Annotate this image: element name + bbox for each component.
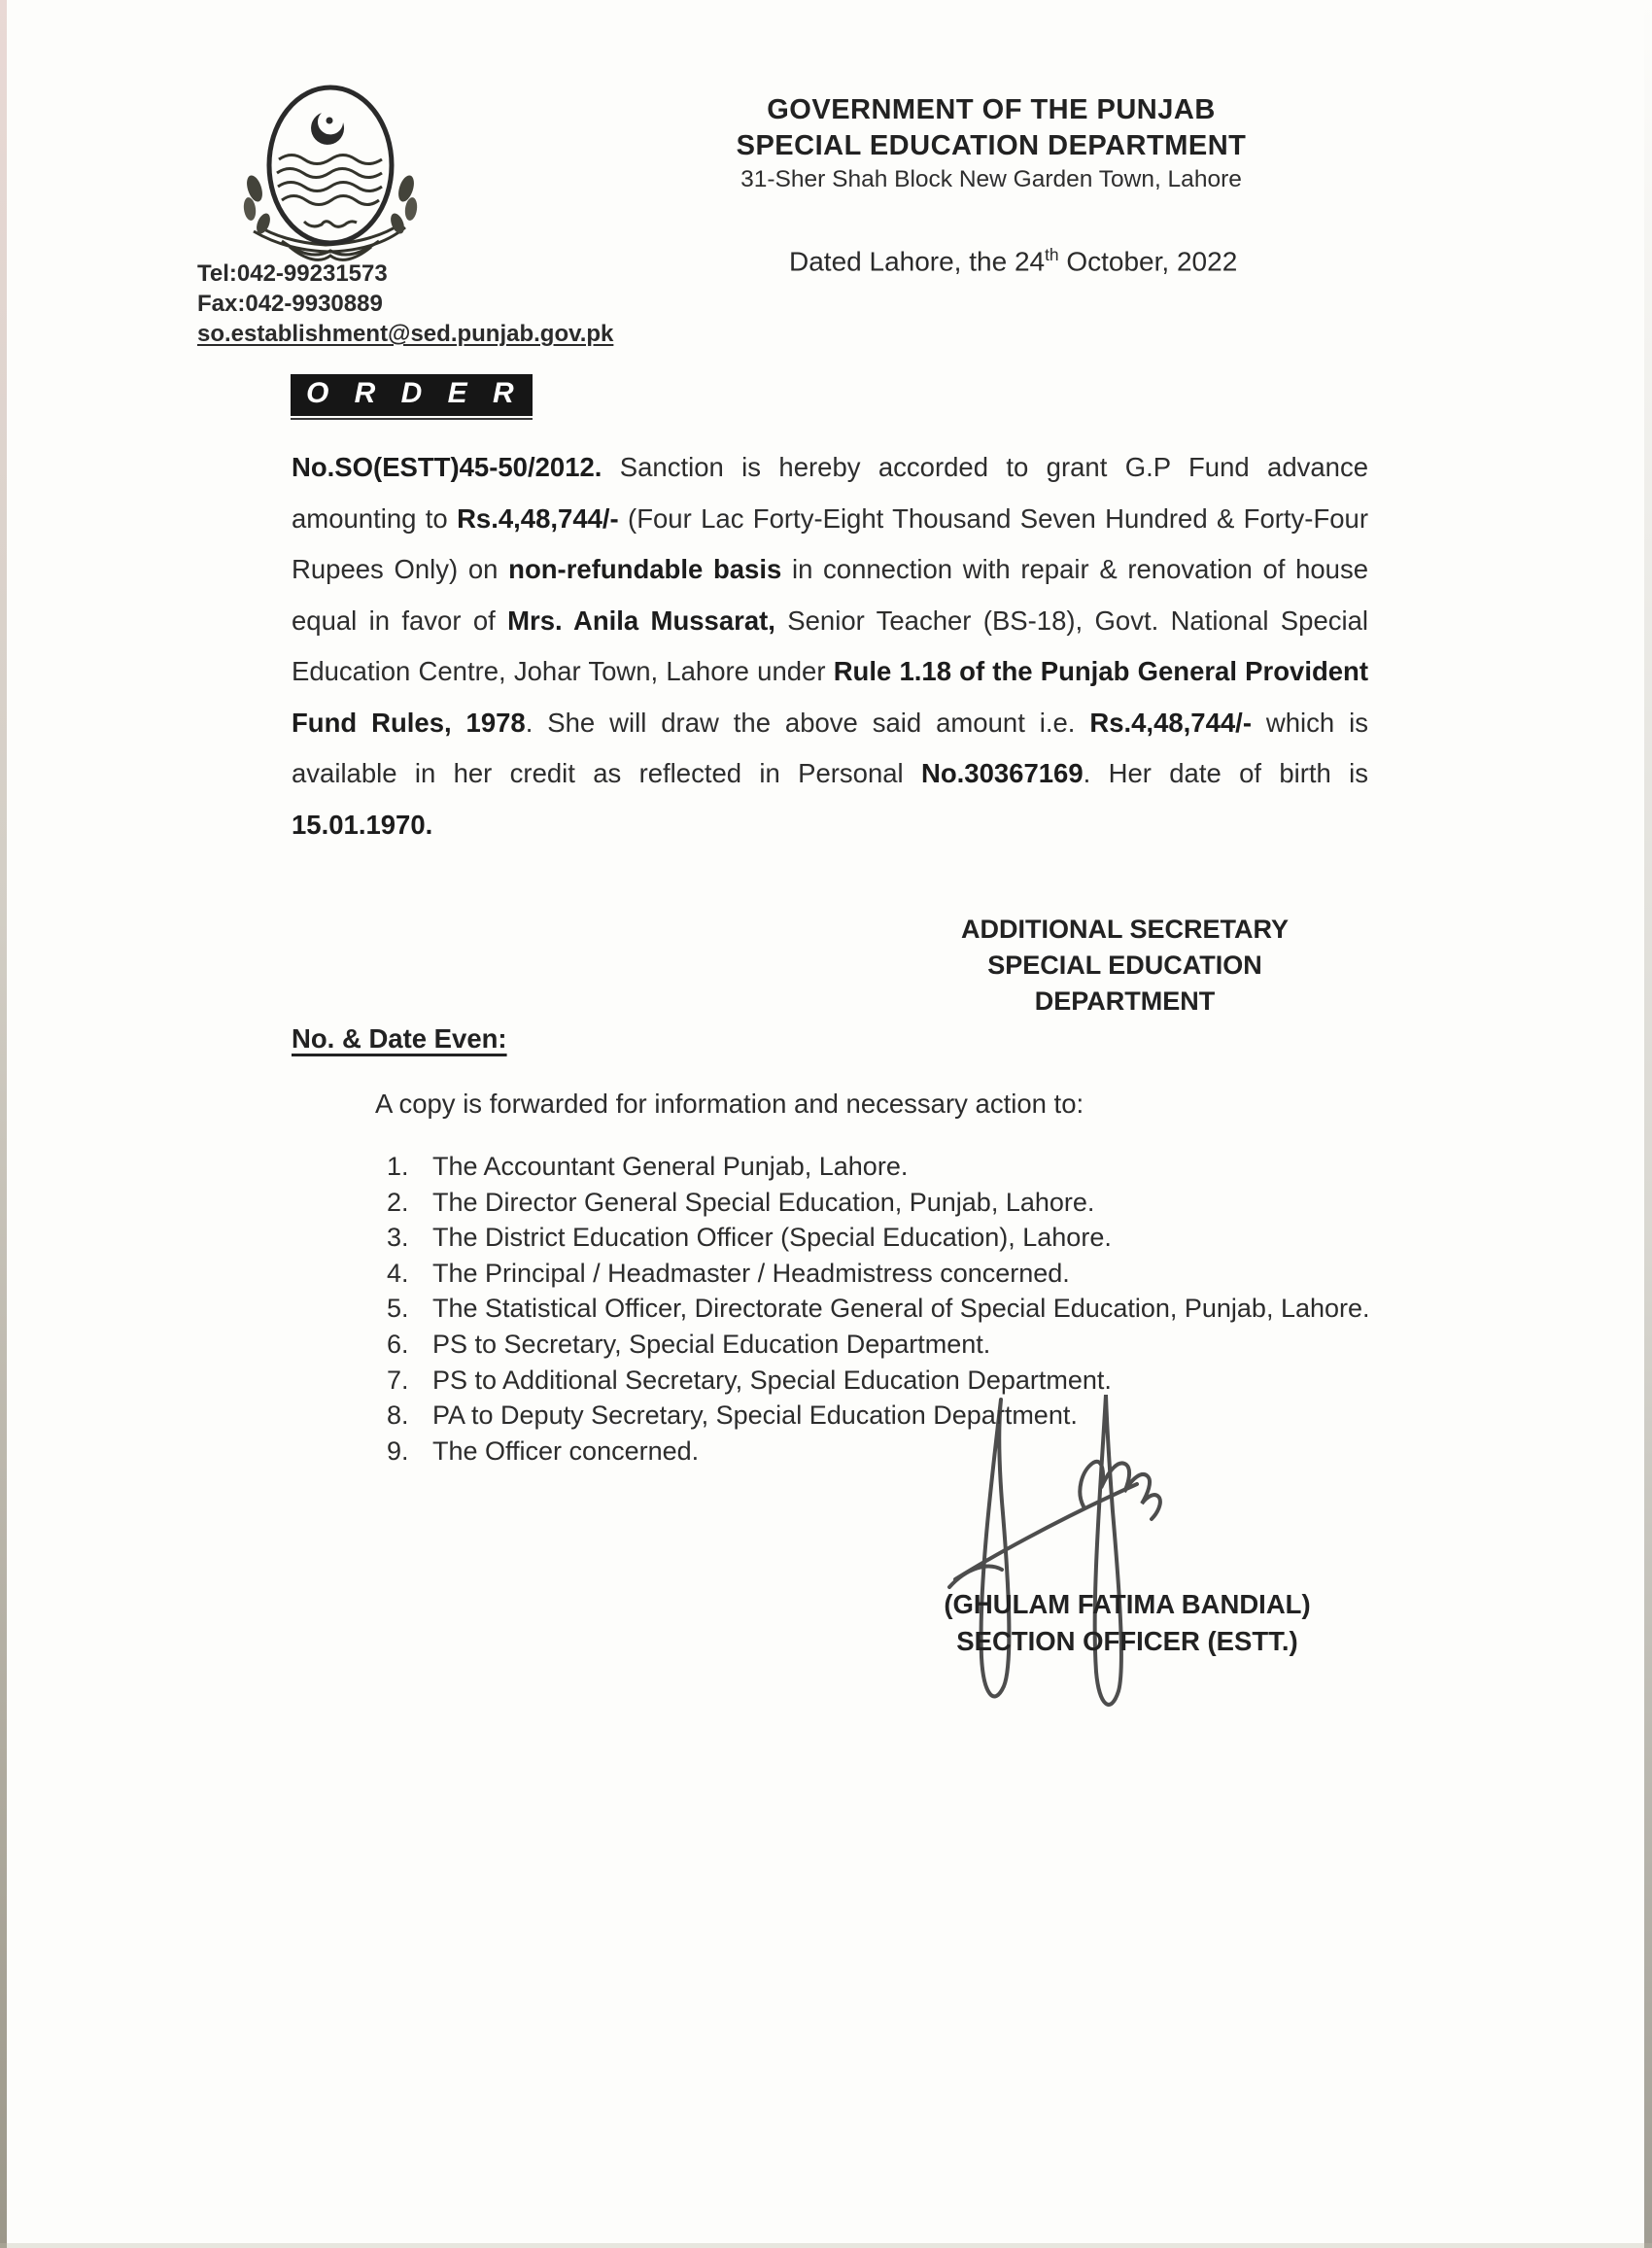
date-prefix: Dated Lahore, the 24 xyxy=(789,246,1046,277)
email-line: so.establishment@sed.punjab.gov.pk xyxy=(197,321,614,347)
order-heading: O R D E R xyxy=(291,374,533,416)
date-line xyxy=(789,245,1237,277)
recipient-item: The Principal / Headmaster / Headmistress concerned. xyxy=(432,1258,1070,1288)
order-body-paragraph xyxy=(292,442,1368,850)
body-text: in connection with repair & renovation of house equal in favor of xyxy=(292,554,1369,636)
signatory-title: SECTION OFFICER (ESTT.) xyxy=(956,1626,1298,1656)
date-suffix: October, 2022 xyxy=(1058,246,1238,277)
body-emphasis: Rs.4,48,744/- xyxy=(1089,707,1252,738)
recipients-list xyxy=(387,1149,1373,1469)
body-emphasis: No.SO(ESTT)45-50/2012. xyxy=(292,452,602,482)
signatory-block xyxy=(928,912,1322,1020)
body-emphasis: 15.01.1970. xyxy=(292,809,433,840)
department-name: SPECIAL EDUCATION DEPARTMENT xyxy=(736,130,1247,161)
body-emphasis: Rule 1.18 of the Punjab General Provident Fund Rules, 1978 xyxy=(292,656,1369,738)
recipient-item: The District Education Officer (Special Education), Lahore. xyxy=(432,1223,1112,1253)
recipient-item: The Accountant General Punjab, Lahore. xyxy=(432,1152,909,1181)
body-text: Senior Teacher (BS-18), Govt. National Special Education Centre, Johar Town, Lahore under xyxy=(292,605,1369,686)
body-emphasis: Mrs. Anila Mussarat, xyxy=(507,605,775,636)
signatory-name: (GHULAM FATIMA BANDIAL) xyxy=(944,1589,1311,1619)
order-heading-wrap xyxy=(291,374,533,420)
signature-block xyxy=(909,1586,1346,1660)
body-emphasis: Rs.4,48,744/- xyxy=(457,502,619,534)
recipient-item: The Director General Special Education, Punjab, Lahore. xyxy=(432,1187,1095,1217)
scan-edge-left xyxy=(0,0,7,2248)
tel-line: Tel:042-99231573 xyxy=(197,260,388,287)
recipient-item: PS to Secretary, Special Education Department. xyxy=(432,1329,991,1359)
scan-edge-right xyxy=(1644,0,1652,2248)
body-emphasis: No.30367169 xyxy=(920,758,1084,788)
letterhead xyxy=(690,92,1292,195)
contact-block xyxy=(197,259,613,349)
copy-forwarded-line: A copy is forwarded for information and necessary action to: xyxy=(375,1089,1084,1119)
no-date-even-label: No. & Date Even: xyxy=(292,1023,507,1054)
signatory-line: DEPARTMENT xyxy=(1034,986,1216,1016)
body-emphasis: non-refundable basis xyxy=(508,554,782,584)
recipient-item: PS to Additional Secretary, Special Education Department. xyxy=(432,1365,1112,1395)
recipient-item: The Statistical Officer, Directorate General of Special Education, Punjab, Lahore. xyxy=(432,1294,1370,1324)
punjab-government-crest-icon xyxy=(228,80,432,274)
signatory-line: SPECIAL EDUCATION xyxy=(987,951,1262,980)
department-address: 31-Sher Shah Block New Garden Town, Lahore xyxy=(740,166,1242,192)
scan-edge-bottom xyxy=(0,2243,1652,2248)
body-text: Sanction is hereby accorded to grant G.P Fund advance amounting to xyxy=(292,452,1368,534)
body-text: . Her date of birth is xyxy=(1083,758,1369,788)
body-text: (Four Lac Forty-Eight Thousand Seven Hundred & Forty-Four Rupees Only) on xyxy=(292,502,1368,584)
fax-line: Fax:042-9930889 xyxy=(197,291,383,317)
recipient-item: The Officer concerned. xyxy=(432,1435,700,1466)
signatory-line: ADDITIONAL SECRETARY xyxy=(960,915,1289,944)
recipient-item: PA to Deputy Secretary, Special Education Department. xyxy=(432,1401,1078,1431)
body-text: which is available in her credit as reflected in Personal xyxy=(292,707,1368,788)
body-text: . She will draw the above said amount i.e. xyxy=(525,707,1090,738)
date-ordinal: th xyxy=(1045,245,1059,264)
org-name: GOVERNMENT OF THE PUNJAB xyxy=(767,94,1216,125)
order-underline xyxy=(291,418,533,420)
